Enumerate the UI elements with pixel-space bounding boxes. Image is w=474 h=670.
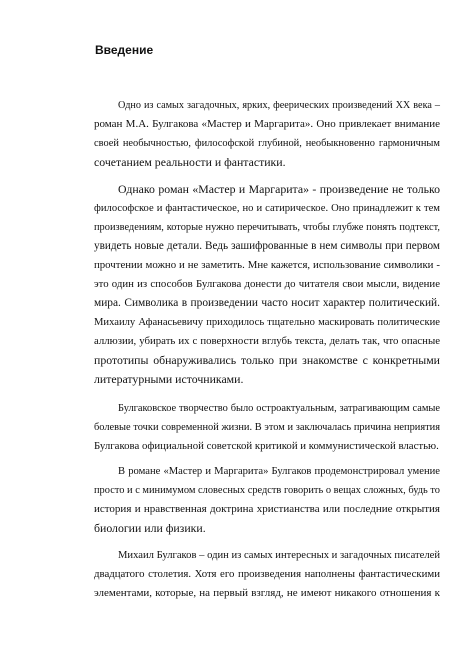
paragraph-line: Однако роман «Мастер и Маргарита» - произведение не только bbox=[118, 182, 440, 196]
paragraph-line: Одно из самых загадочных, ярких, феерических произведений XX века – bbox=[118, 100, 440, 111]
paragraph-5 bbox=[94, 546, 440, 603]
paragraph-line: роман М.А. Булгакова «Мастер и Маргарита». Оно привлекает внимание bbox=[94, 118, 440, 130]
paragraph-line: биологии или физики. bbox=[94, 521, 206, 535]
paragraph-line: история и нравственная доктрина христианства или последние открытия bbox=[94, 503, 440, 515]
paragraph-line: мира. Символика в произведении часто носит характер политический. bbox=[94, 297, 440, 309]
paragraph-line: Михаилу Афанасьевичу приходилось тщательно маскировать политические bbox=[94, 317, 440, 328]
paragraph-line: увидеть новые детали. Ведь зашифрованные в нем символы при первом bbox=[94, 240, 440, 252]
paragraph-2 bbox=[94, 180, 440, 389]
paragraph-line: В романе «Мастер и Маргарита» Булгаков продемонстрировал умение bbox=[118, 466, 440, 477]
paragraph-line: болевые точки современной жизни. В этом и заключалась причина неприятия bbox=[94, 422, 440, 433]
paragraph-line: сочетанием реальности и фантастики. bbox=[94, 155, 286, 169]
paragraph-line: Михаил Булгаков – один из самых интересных и загадочных писателей bbox=[118, 550, 440, 561]
paragraph-line: просто и с минимумом словесных средств говорить о вещах сложных, будь то bbox=[94, 485, 440, 496]
paragraph-line: литературными источниками. bbox=[94, 372, 244, 386]
paragraph-1 bbox=[94, 96, 440, 172]
paragraph-line: произведениям, которые нужно перечитывать, чтобы глубже понять подтекст, bbox=[94, 222, 440, 233]
paragraph-line: своей необычностью, философской глубиной, необыкновенно гармоничным bbox=[94, 138, 440, 149]
paragraph-line: аллюзии, убирать их с поверхности вглубь текста, делать так, что опасные bbox=[94, 335, 440, 347]
paragraph-line: прочтении можно и не заметить. Мне кажется, использование символики - bbox=[94, 259, 440, 271]
paragraph-3 bbox=[94, 399, 440, 456]
paragraph-line: двадцатого столетия. Хотя его произведения наполнены фантастическими bbox=[94, 568, 440, 580]
paragraph-line: прототипы обнаруживались только при знакомстве с конкретными bbox=[94, 353, 440, 367]
page-heading: Введение bbox=[95, 43, 154, 57]
paragraph-line: философское и фантастическое, но и сатирическое. Оно принадлежит к тем bbox=[94, 203, 440, 214]
paragraph-line: это один из способов Булгакова донести до читателя свои мысли, видение bbox=[94, 278, 440, 290]
paragraph-4 bbox=[94, 462, 440, 538]
paragraph-line: элементами, которые, на первый взгляд, не имеют никакого отношения к bbox=[94, 587, 440, 599]
paragraph-line: Булгакова официальной советской критикой и коммунистической властью. bbox=[94, 440, 439, 452]
paragraph-line: Булгаковское творчество было остроактуальным, затрагивающим самые bbox=[118, 403, 440, 414]
